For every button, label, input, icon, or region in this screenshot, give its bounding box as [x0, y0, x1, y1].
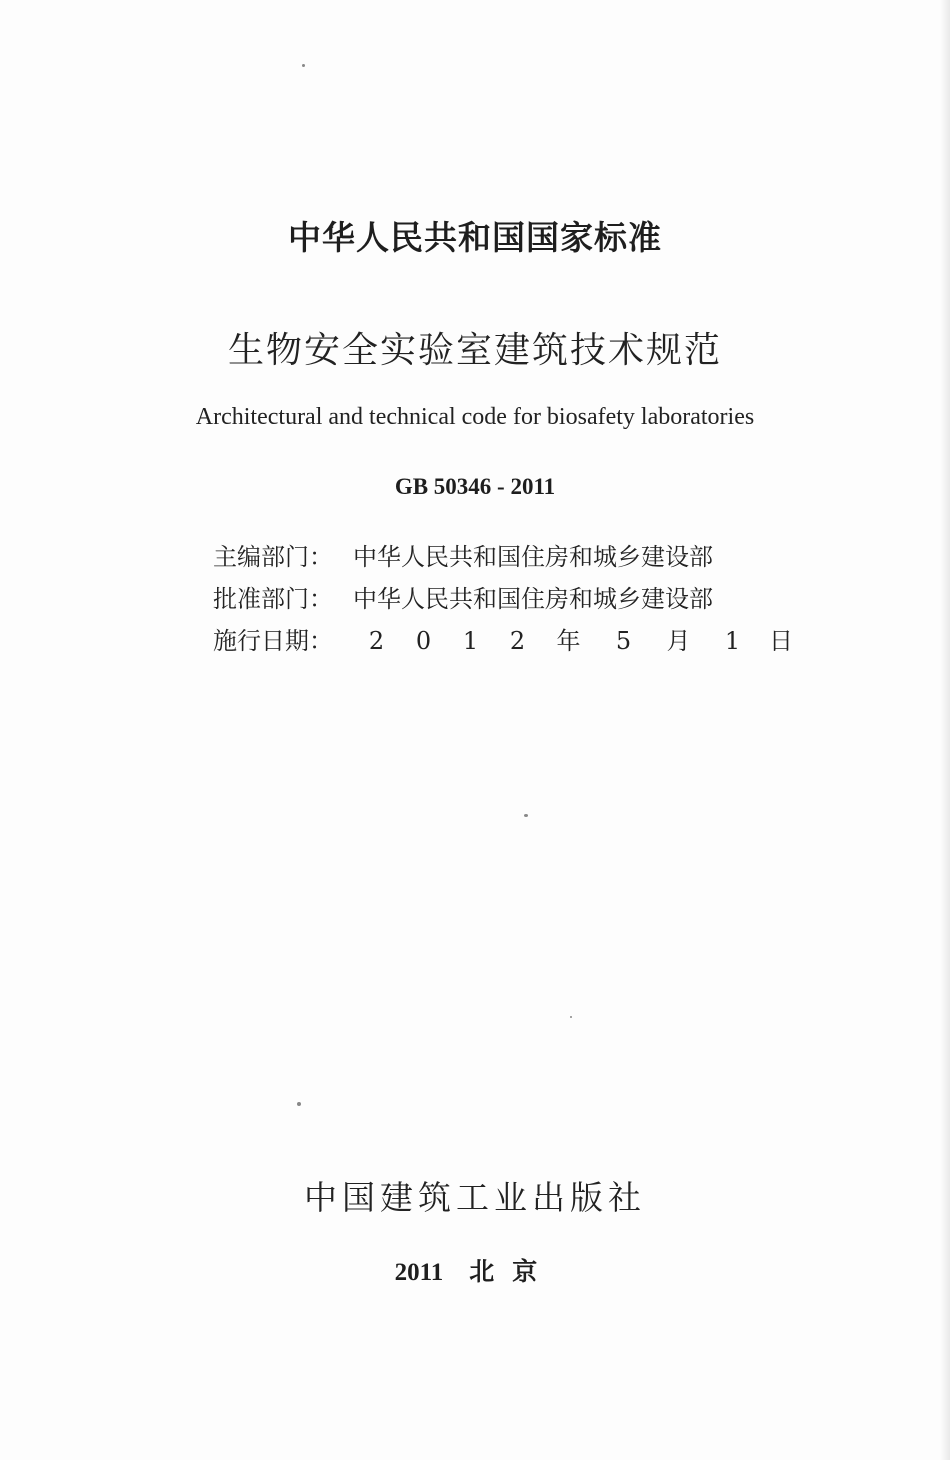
scan-speck	[297, 1102, 301, 1106]
publication-place: 北京	[469, 1257, 556, 1286]
standard-code: GB 50346 - 2011	[394, 474, 556, 499]
effective-date-char: 0	[415, 627, 432, 655]
scan-speck	[570, 1016, 572, 1018]
effective-date-value	[353, 624, 803, 658]
publisher-name: 中国建筑工业出版社	[304, 1178, 646, 1217]
effective-date-char: 月	[666, 627, 691, 655]
publication-year: 2011	[394, 1259, 444, 1286]
national-standard-heading: 中华人民共和国国家标准	[288, 218, 662, 257]
effective-date-char: 年	[556, 627, 581, 655]
title-english: Architectural and technical code for biosafety laboratories	[195, 404, 755, 430]
editor-row	[213, 540, 713, 574]
effective-date-char: 1	[724, 627, 741, 655]
effective-date-char: 日	[769, 627, 793, 655]
title-chinese: 生物安全实验室建筑技术规范	[227, 330, 722, 371]
effective-date-char: 2	[509, 627, 526, 655]
effective-date-char: 2	[368, 627, 385, 655]
scan-speck	[524, 814, 528, 817]
approver-value: 中华人民共和国住房和城乡建设部	[353, 585, 713, 613]
publication-line	[0, 1252, 950, 1288]
approver-label: 批准部门：	[213, 585, 333, 613]
effective-date-char: 5	[615, 627, 632, 655]
scan-speck	[302, 64, 305, 67]
editor-label: 主编部门：	[213, 543, 333, 571]
approver-row	[213, 582, 713, 616]
effective-date-label: 施行日期：	[213, 627, 333, 655]
effective-date-char: 1	[462, 627, 479, 655]
editor-value: 中华人民共和国住房和城乡建设部	[353, 543, 713, 571]
effective-date-row	[213, 624, 803, 658]
